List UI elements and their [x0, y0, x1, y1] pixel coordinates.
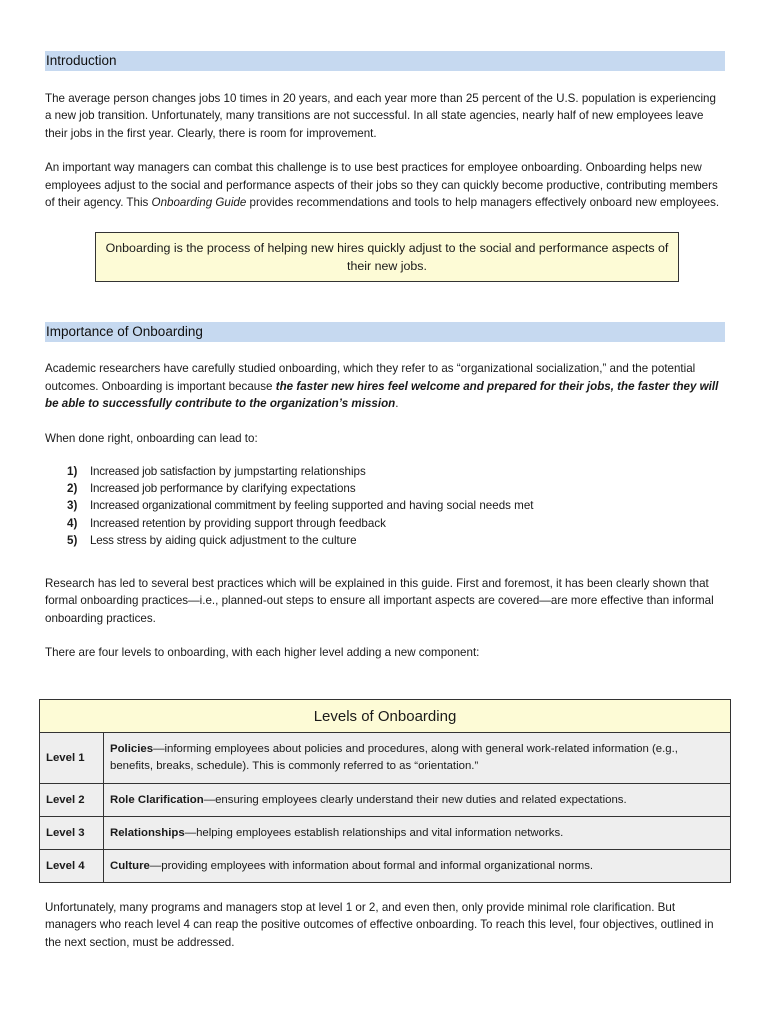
list-text: by jumpstarting relationships [215, 465, 366, 479]
table-row [40, 817, 731, 850]
list-item [67, 463, 725, 480]
levels-lead-in: There are four levels to onboarding, with each higher level adding a new component: [45, 646, 480, 660]
section-heading-importance: Importance of Onboarding [45, 322, 725, 342]
intro-paragraph-1: The average person changes jobs 10 times in 20 years, and each year more than 25 percent of the U.S. population is experiencing a new job transition. Unfortunately, many transitions are not successful. In all state agencies, nearly half of new employees leave their jobs in the first year. Clearly, there is room for improvement. [45, 92, 716, 140]
importance-paragraph-1-text-start: Academic researchers have carefully studied onboarding, which they refer to as “organizational socialization,” and the potential outcomes. Onboarding is important because [45, 362, 696, 393]
list-text: by aiding quick adjustment to the culture [146, 533, 357, 547]
level-text: —helping employees establish relationships and vital information networks. [184, 826, 564, 839]
level-description [104, 784, 731, 817]
level-cell: Level 3 [40, 817, 104, 850]
importance-paragraph-1 [45, 360, 725, 412]
list-term: Less stress [90, 533, 147, 547]
level-description [104, 850, 731, 883]
best-practices-paragraph: Research has led to several best practices which will be explained in this guide. First and foremost, it has been clearly shown that formal onboarding practices—i.e., planned-out steps to ensure all important aspects are covered—are more effective than informal onboarding practices. [45, 577, 714, 625]
list-text: by providing support through feedback [185, 516, 386, 530]
list-item [67, 515, 725, 532]
importance-paragraph-1-text-end: . [395, 397, 399, 411]
list-number: 2) [67, 482, 78, 496]
list-term: Increased organizational commitment [90, 499, 276, 513]
level-text: —providing employees with information about formal and informal organizational norms. [149, 859, 594, 872]
list-term: Increased job performance [90, 482, 223, 496]
level-term: Policies [110, 743, 154, 755]
intro-paragraph-2 [45, 159, 725, 211]
outcomes-list [45, 463, 725, 549]
list-term: Increased job satisfaction [90, 465, 216, 479]
list-text: by feeling supported and having social needs met [275, 499, 534, 513]
list-number: 3) [67, 499, 78, 513]
definition-callout: Onboarding is the process of helping new hires quickly adjust to the social and performance aspects of their new jobs. [95, 232, 679, 282]
list-item [67, 532, 725, 549]
section-heading-introduction: Introduction [45, 51, 725, 71]
list-number: 1) [67, 465, 78, 479]
list-number: 4) [67, 516, 78, 530]
table-row [40, 850, 731, 883]
list-item [67, 497, 725, 514]
intro-paragraph-2-text-end: provides recommendations and tools to help managers effectively onboard new employees. [246, 196, 720, 210]
level-cell: Level 2 [40, 784, 104, 817]
level-text: —ensuring employees clearly understand their new duties and related expectations. [203, 793, 627, 806]
levels-table-title: Levels of Onboarding [40, 700, 731, 733]
intro-paragraph-2-text-start: An important way managers can combat this challenge is to use best practices for employee onboarding. Onboarding helps new employees adjust to the social and performance aspects of their jobs so they can quickly become productive, contributing members of their agency. This [45, 161, 718, 210]
level-term: Relationships [110, 826, 185, 839]
list-text: by clarifying expectations [222, 482, 356, 496]
closing-paragraph: Unfortunately, many programs and managers stop at level 1 or 2, and even then, only provide minimal role clarification. But managers who reach level 4 can reap the positive outcomes of effective onboarding. To reach this level, four objectives, outlined in the next section, must be addressed. [45, 901, 714, 949]
table-row [40, 733, 731, 784]
list-item [67, 480, 725, 497]
document-page [45, 51, 725, 949]
table-row [40, 784, 731, 817]
importance-emphasis: the faster new hires feel welcome and prepared for their jobs, the faster they will be able to successfully contribute to the organization’s mission [45, 379, 719, 411]
level-cell: Level 1 [40, 733, 104, 784]
outcomes-lead-in: When done right, onboarding can lead to: [45, 431, 258, 445]
list-number: 5) [67, 533, 78, 547]
levels-table [39, 699, 731, 883]
level-term: Role Clarification [110, 793, 204, 806]
level-cell: Level 4 [40, 850, 104, 883]
list-term: Increased retention [90, 516, 186, 530]
level-description [104, 733, 731, 784]
onboarding-guide-title: Onboarding Guide [151, 196, 247, 210]
level-text: —informing employees about policies and procedures, along with general work-related information (e.g., benefits, breaks, schedule). This is commonly referred to as “orientation.” [110, 743, 678, 772]
level-description [104, 817, 731, 850]
level-term: Culture [110, 859, 150, 872]
